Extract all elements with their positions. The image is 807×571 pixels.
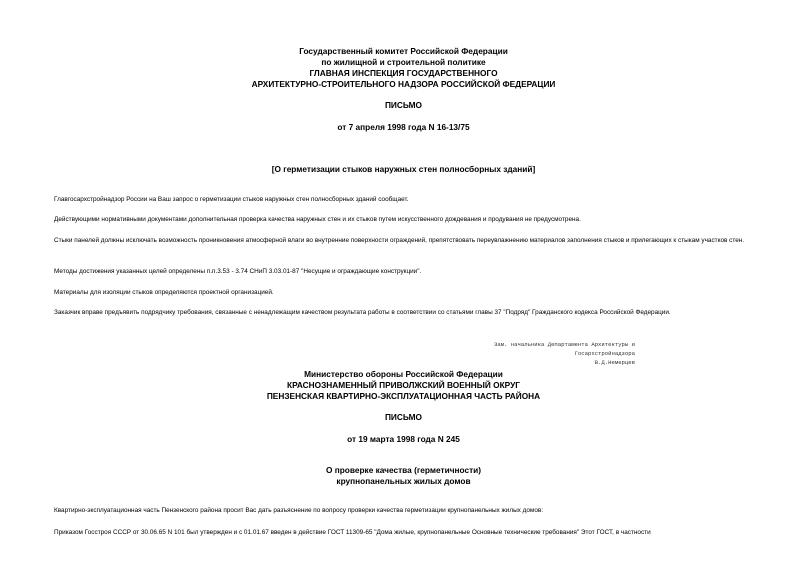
letter2-org-line-3: ПЕНЗЕНСКАЯ КВАРТИРНО-ЭКСПЛУАТАЦИОННАЯ ЧАСТЬ РАЙОНА	[266, 391, 541, 401]
letter1-org-line-3: ГЛАВНАЯ ИНСПЕКЦИЯ ГОСУДАРСТВЕННОГО	[309, 68, 498, 78]
letter2-subject-line-1: О проверке качества (герметичности)	[325, 465, 482, 475]
letter1-paragraph-6: Заказчик вправе предъявить подрядчику требования, связанные с ненадлежащим качеством результата работы в соответствии со статьями главы 37 "Подряд" Гражданского кодекса Российской Федерации.	[54, 309, 671, 316]
signature-line-3: В.Д.Немерцев	[594, 359, 635, 366]
letter1-paragraph-1: Главгосархстройнадзор России на Ваш запрос о герметизации стыков наружных стен полносборных зданий сообщает.	[54, 196, 409, 203]
letter2-paragraph-1: Квартирно-эксплуатационная часть Пензенского района просит Вас дать разъяснение по вопросу проверки качества герметизации крупнопанельных жилых домов:	[54, 507, 544, 514]
letter1-date-number: от 7 апреля 1998 года N 16-13/75	[337, 122, 470, 132]
letter1-org-line-4: АРХИТЕКТУРНО-СТРОИТЕЛЬНОГО НАДЗОРА РОССИЙСКОЙ ФЕДЕРАЦИИ	[251, 79, 556, 89]
letter1-doc-type: ПИСЬМО	[384, 100, 423, 110]
letter2-subject-line-2: крупнопанельных жилых домов	[336, 476, 471, 486]
signature-line-1: Зам. начальника Департамента Архитектуры и	[494, 341, 635, 348]
letter1-paragraph-3: Стыки панелей должны исключать возможность проникновения атмосферной влаги во внутренние поверхности ограждений, препятствовать переувлажнению материалов заполнения стыков и прилегающих к стыкам участков стен.	[54, 237, 745, 244]
letter1-subject: [О герметизации стыков наружных стен полносборных зданий]	[271, 164, 536, 174]
letter2-org-line-1: Министерство обороны Российской Федерации	[304, 369, 503, 379]
letter2-date-number: от 19 марта 1998 года N 245	[347, 434, 460, 444]
letter2-doc-type: ПИСЬМО	[384, 412, 423, 422]
letter1-paragraph-2: Действующими нормативными документами дополнительная проверка качества наружных стен и их стыков путем искусственного дождевания и продувания не предусмотрена.	[54, 216, 581, 223]
letter2-paragraph-2: Приказом Госстроя СССР от 30.06.65 N 101 был утвержден и с 01.01.67 введен в действие ГОСТ 11309-65 "Дома жилые, крупнопанельные Основные технические требования" Этот ГОСТ, в частности	[54, 529, 651, 536]
letter1-org-line-1: Государственный комитет Российской Федерации	[299, 46, 508, 56]
letter2-org-line-2: КРАСНОЗНАМЕННЫЙ ПРИВОЛЖСКИЙ ВОЕННЫЙ ОКРУГ	[287, 380, 520, 390]
letter1-signature	[494, 340, 635, 367]
signature-line-2: Госархстройнадзора	[574, 350, 635, 357]
letter1-paragraph-4: Методы достижения указанных целей определены п.п.3.53 - 3.74 СНиП 3.03.01-87 "Несущие и ограждающие конструкции".	[54, 268, 422, 275]
letter1-paragraph-5: Материалы для изоляции стыков определяются проектной организацией.	[54, 289, 274, 296]
letter1-org-line-2: по жилищной и строительной политике	[321, 57, 486, 67]
